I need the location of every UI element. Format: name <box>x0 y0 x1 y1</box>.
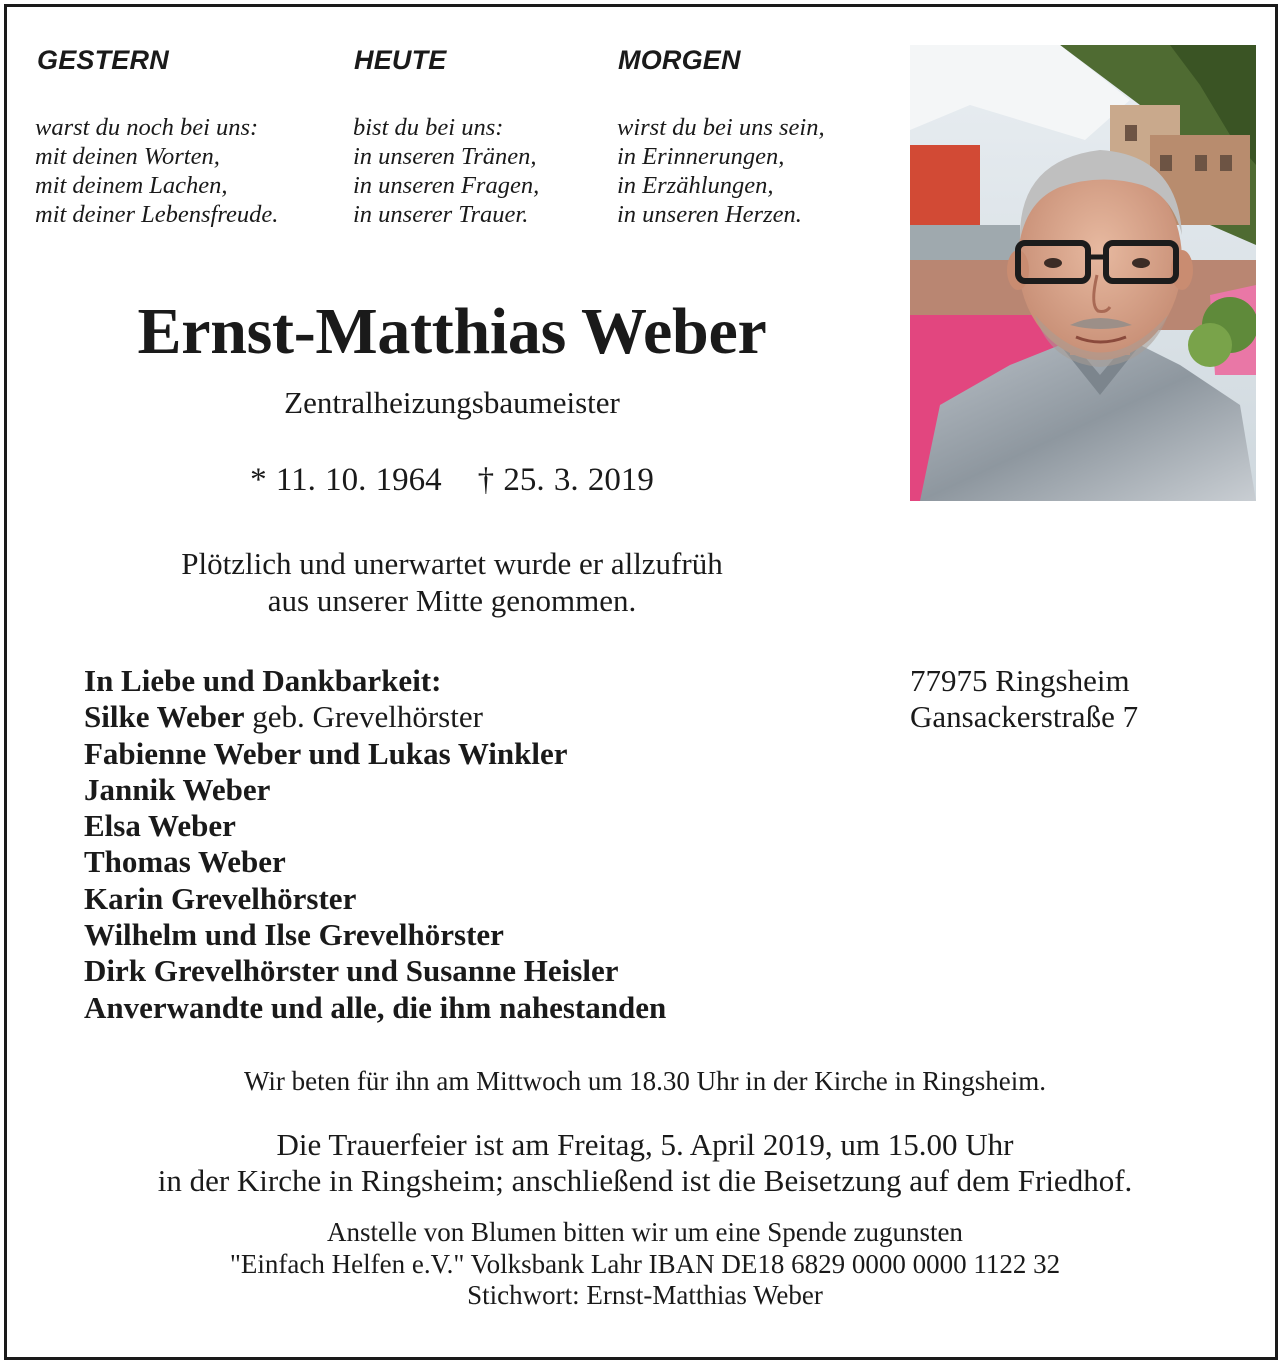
poem-line: warst du noch bei uns: <box>35 114 259 141</box>
mourners-intro: In Liebe und Dankbarkeit: <box>84 663 442 698</box>
portrait-photo <box>910 45 1256 501</box>
deceased-profession: Zentralheizungsbaumeister <box>284 385 620 420</box>
mourner: Fabienne Weber und Lukas Winkler <box>84 735 568 771</box>
obituary-notice <box>4 4 1278 1360</box>
address-street: Gansackerstraße 7 <box>910 699 1139 735</box>
spouse-name: Silke Weber <box>84 699 245 735</box>
mourners-list <box>84 663 666 1026</box>
spouse-maiden-name: geb. Grevelhörster <box>244 699 483 735</box>
donation-notice <box>7 1217 1280 1312</box>
deceased-name: Ernst-Matthias Weber <box>137 295 767 368</box>
mourner: Anverwandte und alle, die ihm nahestanden <box>84 989 667 1025</box>
funeral-notice <box>7 1127 1280 1199</box>
birth-date: * 11. 10. 1964 <box>250 462 442 498</box>
mourner: Jannik Weber <box>84 771 271 807</box>
poem-heading-morgen: MORGEN <box>618 45 741 75</box>
death-date: † 25. 3. 2019 <box>477 462 654 498</box>
poem-verse-heute <box>353 113 539 229</box>
poem-heading-gestern: GESTERN <box>37 45 169 75</box>
poem-line: in unserer Trauer. <box>353 201 529 228</box>
text-line: Stichwort: Ernst-Matthias Weber <box>467 1280 823 1310</box>
text-line: Plötzlich und unerwartet wurde er allzufrüh <box>181 546 723 581</box>
text-line: in der Kirche in Ringsheim; anschließend ist die Beisetzung auf dem Friedhof. <box>157 1163 1133 1198</box>
poem-line: mit deiner Lebensfreude. <box>35 201 279 228</box>
mourner: Dirk Grevelhörster und Susanne Heisler <box>84 953 619 989</box>
poem-line: in unseren Tränen, <box>353 143 537 170</box>
poem-verse-gestern <box>35 113 278 229</box>
poem-line: mit deinen Worten, <box>35 143 220 170</box>
poem-heading-heute: HEUTE <box>354 45 447 75</box>
mourner: Wilhelm und Ilse Grevelhörster <box>84 917 504 953</box>
text-line: Anstelle von Blumen bitten wir um eine Spende zugunsten <box>327 1217 963 1247</box>
mourner: Karin Grevelhörster <box>84 880 357 916</box>
prayer-notice: Wir beten für ihn am Mittwoch um 18.30 Uhr in der Kirche in Ringsheim. <box>243 1066 1046 1096</box>
portrait-illustration <box>910 45 1256 501</box>
poem-line: in unseren Fragen, <box>353 172 540 199</box>
poem-verse-morgen <box>617 113 825 229</box>
sudden-death-text <box>7 545 897 619</box>
mourner-spouse <box>84 699 666 735</box>
poem-line: in Erzählungen, <box>617 172 774 199</box>
poem-line: in unseren Herzen. <box>617 201 802 228</box>
poem-line: mit deinem Lachen, <box>35 172 228 199</box>
mourner: Elsa Weber <box>84 808 236 844</box>
address-city: 77975 Ringsheim <box>910 663 1130 698</box>
text-line: aus unserer Mitte genommen. <box>267 583 637 618</box>
poem-line: in Erinnerungen, <box>617 143 785 170</box>
mourner: Thomas Weber <box>84 844 286 880</box>
family-address <box>910 663 1138 736</box>
text-line: "Einfach Helfen e.V." Volksbank Lahr IBAN DE18 6829 0000 0000 1122 32 <box>229 1248 1061 1279</box>
text-line: Die Trauerfeier ist am Freitag, 5. April 2019, um 15.00 Uhr <box>276 1127 1014 1162</box>
life-dates <box>7 462 897 499</box>
poem-line: wirst du bei uns sein, <box>617 114 825 141</box>
poem-line: bist du bei uns: <box>353 114 504 141</box>
